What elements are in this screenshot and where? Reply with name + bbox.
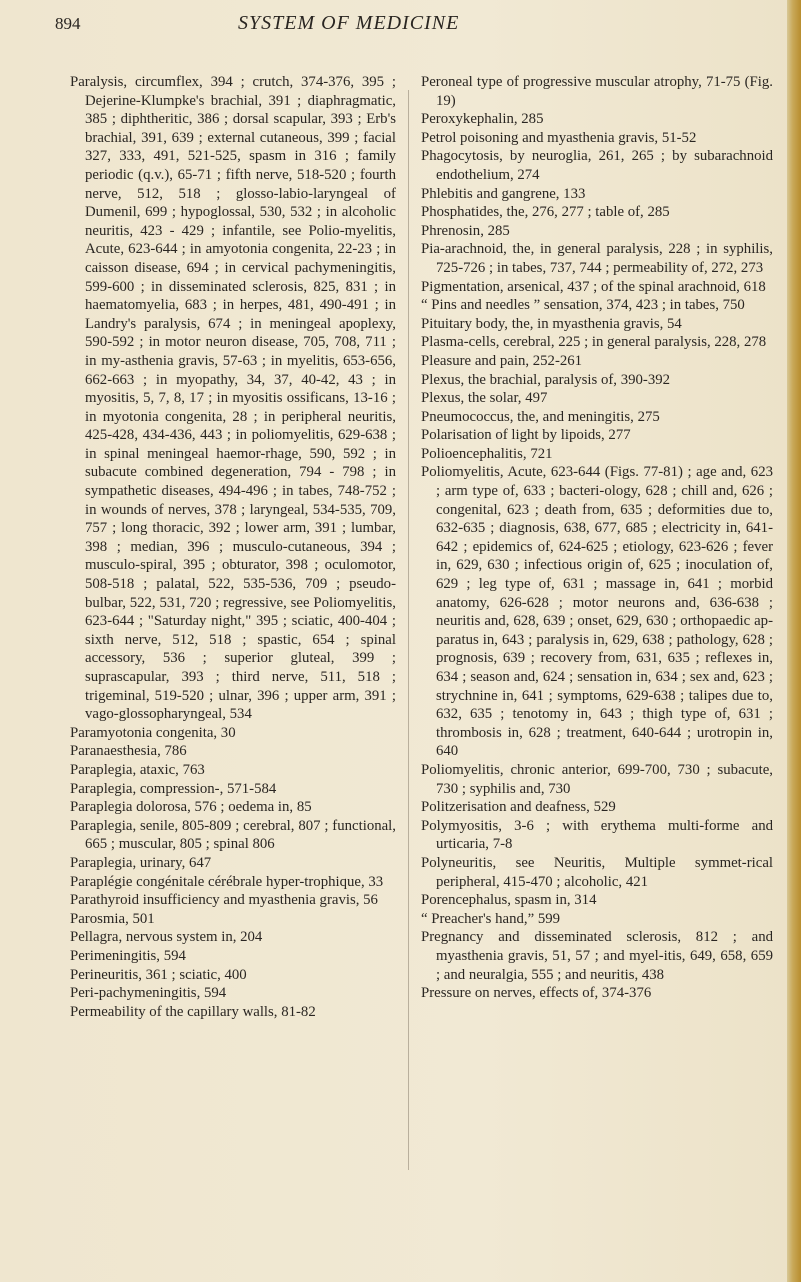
index-entry: Paraplégie congénitale cérébrale hyper-trophique, 33 bbox=[70, 873, 384, 890]
index-entry: Paramyotonia congenita, 30 bbox=[70, 724, 236, 741]
index-entry: “ Pins and needles ” sensation, 374, 423 ; in tabes, 750 bbox=[421, 297, 745, 314]
index-entry: Porencephalus, spasm in, 314 bbox=[421, 892, 597, 909]
page-edge bbox=[787, 0, 801, 1282]
index-entry: Polarisation of light by lipoids, 277 bbox=[421, 427, 631, 444]
index-entry: Plasma-cells, cerebral, 225 ; in general paralysis, 228, 278 bbox=[421, 334, 767, 351]
index-entry: Paranaesthesia, 786 bbox=[70, 743, 187, 760]
index-entry: “ Preacher's hand,” 599 bbox=[421, 910, 561, 927]
page-header bbox=[0, 6, 801, 36]
index-entry: Pituitary body, the, in myasthenia gravis, 54 bbox=[421, 315, 682, 332]
index-entry: Poliomyelitis, Acute, 623-644 (Figs. 77-81) ; age and, 623 ; arm type of, 633 ; bacteri-ology, 628 ; chill and, 626 ; congenital, 623 ; death from, 635 ; deformities due to, 632-635 ; diagnosis, 638, 677, 685 ; electricity in, 641-642 ; epidemics of, 624-625 ; etiology, 623-626 ; fever in, 629, 630 ; infectious origin of, 625 ; inoculation of, 629 ; leg type of, 631 ; massage in, 641 ; morbid anatomy, 626-628 ; motor neurons and, 636-638 ; neuritis and, 628, 639 ; onset, 629, 630 ; orthopaedic ap-paratus in, 643 ; paralysis in, 629, 638 ; pathology, 628 ; prognosis, 639 ; recovery from, 631, 635 ; reflexes in, 634 ; season and, 624 ; sensation in, 634 ; sex and, 623 ; strychnine in, 641 ; symptoms, 629-638 ; talipes due to, 632, 635 ; tenotomy in, 643 ; thigh type of, 631 ; thrombosis in, 628 ; treatment, 640-644 ; urotropin in, 640 bbox=[421, 464, 773, 760]
index-entry: Pressure on nerves, effects of, 374-376 bbox=[421, 985, 652, 1002]
index-entry: Petrol poisoning and myasthenia gravis, 51-52 bbox=[421, 129, 697, 146]
index-column-right bbox=[421, 73, 773, 1003]
index-entry: Politzerisation and deafness, 529 bbox=[421, 799, 616, 816]
index-entry: Polyneuritis, see Neuritis, Multiple symmet-rical peripheral, 415-470 ; alcoholic, 421 bbox=[421, 854, 773, 890]
index-entry: Peroneal type of progressive muscular atrophy, 71-75 (Fig. 19) bbox=[421, 74, 773, 109]
index-entry: Pleasure and pain, 252-261 bbox=[421, 352, 583, 369]
index-entry: Paralysis, circumflex, 394 ; crutch, 374-376, 395 ; Dejerine-Klumpke's brachial, 391 ; diaphragmatic, 385 ; diphtheritic, 386 ; dorsal scapular, 393 ; Erb's brachial, 391, 639 ; external cutaneous, 399 ; facial 327, 333, 491, 521-525, spasm in 316 ; family periodic (q.v.), 65-71 ; fifth nerve, 518-520 ; fourth nerve, 512, 518 ; glosso-labio-laryngeal of Dumenil, 699 ; hypoglossal, 530, 532 ; in alcoholic neuritis, 423 - 429 ; infantile, see Polio-myelitis, Acute, 623-644 ; in amyotonia congenita, 22-23 ; in caisson disease, 694 ; in cervical pachymeningitis, 599-600 ; in disseminated sclerosis, 825, 831 ; in haematomyelia, 683 ; in herpes, 481, 490-491 ; in Landry's paralysis, 674 ; in meningeal apoplexy, 590-592 ; in motor neuron disease, 705, 708, 711 ; in my-asthenia gravis, 57-63 ; in myelitis, 653-656, 662-663 ; in myopathy, 34, 37, 40-42, 43 ; in myositis, 5, 7, 8, 17 ; in myositis ossificans, 13-16 ; in myotonia congenita, 28 ; in peripheral neuritis, 425-428, 434-436, 443 ; in poliomyelitis, 629-638 ; in spinal meningeal haemor-rhage, 590, 592 ; in subacute combined degeneration, 794 - 798 ; in sympathetic diseases, 494-496 ; in tabes, 748-752 ; in wounds of nerves, 378 ; laryngeal, 534-535, 709, 757 ; long thoracic, 392 ; lower arm, 391 ; lumbar, 398 ; median, 396 ; musculo-cutaneous, 394 ; musculo-spiral, 395 ; obturator, 398 ; oculomotor, 508-518 ; palatal, 522, 535-536, 709 ; pseudo-bulbar, 522, 531, 720 ; regressive, see Poliomyelitis, 623-644 ; "Saturday night," 395 ; sciatic, 400-404 ; sixth nerve, 512, 518 ; spastic, 654 ; spinal accessory, 536 ; superior gluteal, 399 ; suprascapular, 393 ; third nerve, 511, 518 ; trigeminal, 519-520 ; ulnar, 396 ; upper arm, 391 ; vago-glossopharyngeal, 534 bbox=[70, 74, 396, 723]
index-entry: Phosphatides, the, 276, 277 ; table of, 285 bbox=[421, 204, 670, 221]
index-entry: Plexus, the brachial, paralysis of, 390-392 bbox=[421, 371, 671, 388]
index-entry: Parathyroid insufficiency and myasthenia gravis, 56 bbox=[70, 892, 378, 909]
page-number: 894 bbox=[55, 14, 81, 33]
index-entry: Parosmia, 501 bbox=[70, 910, 155, 927]
index-entry: Paraplegia, ataxic, 763 bbox=[70, 761, 205, 778]
column-divider bbox=[408, 90, 409, 1170]
index-entry: Pregnancy and disseminated sclerosis, 812 ; and myasthenia gravis, 51, 57 ; and myel-itis, 649, 658, 659 ; and neuralgia, 555 ; and neuritis, 438 bbox=[421, 929, 773, 983]
index-entry: Plexus, the solar, 497 bbox=[421, 390, 548, 407]
index-entry: Phlebitis and gangrene, 133 bbox=[421, 185, 586, 202]
index-entry: Paraplegia, senile, 805-809 ; cerebral, 807 ; functional, 665 ; muscular, 805 ; spinal 806 bbox=[70, 817, 396, 853]
index-entry: Phagocytosis, by neuroglia, 261, 265 ; by subarachnoid endothelium, 274 bbox=[421, 148, 773, 183]
index-entry: Pigmentation, arsenical, 437 ; of the spinal arachnoid, 618 bbox=[421, 278, 766, 295]
running-title: SYSTEM OF MEDICINE bbox=[238, 12, 460, 34]
index-entry: Perineuritis, 361 ; sciatic, 400 bbox=[70, 966, 247, 983]
index-entry: Perimeningitis, 594 bbox=[70, 947, 186, 964]
index-entry: Peroxykephalin, 285 bbox=[421, 111, 544, 128]
index-entry: Pneumococcus, the, and meningitis, 275 bbox=[421, 408, 660, 425]
index-entry: Polioencephalitis, 721 bbox=[421, 445, 553, 462]
index-entry: Polymyositis, 3-6 ; with erythema multi-forme and urticaria, 7-8 bbox=[421, 817, 773, 853]
index-entry: Pellagra, nervous system in, 204 bbox=[70, 929, 263, 946]
index-column-left bbox=[70, 73, 396, 1021]
index-entry: Paraplegia, compression-, 571-584 bbox=[70, 780, 277, 797]
index-entry: Permeability of the capillary walls, 81-82 bbox=[70, 1003, 316, 1020]
index-entry: Paraplegia dolorosa, 576 ; oedema in, 85 bbox=[70, 799, 312, 816]
index-entry: Peri-pachymeningitis, 594 bbox=[70, 985, 227, 1002]
index-entry: Paraplegia, urinary, 647 bbox=[70, 854, 212, 871]
index-entry: Phrenosin, 285 bbox=[421, 222, 510, 239]
index-entry: Poliomyelitis, chronic anterior, 699-700, 730 ; subacute, 730 ; syphilis and, 730 bbox=[421, 761, 773, 797]
index-entry: Pia-arachnoid, the, in general paralysis, 228 ; in syphilis, 725-726 ; in tabes, 737, 744 ; permeability of, 272, 273 bbox=[421, 241, 773, 276]
